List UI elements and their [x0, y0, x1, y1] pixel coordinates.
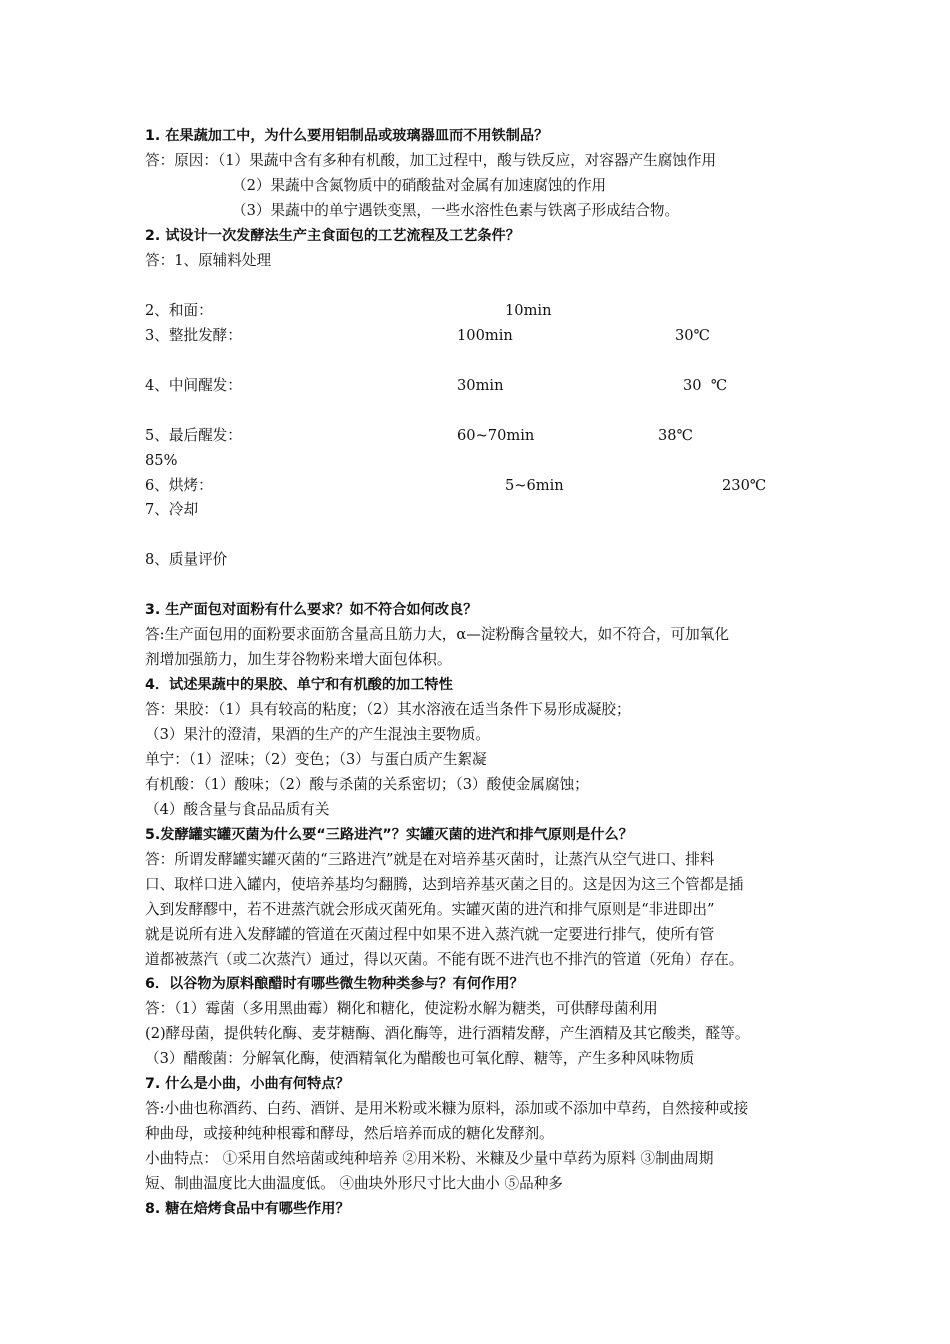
- q4-answer-line: （4）酸含量与食品品质有关: [145, 801, 330, 818]
- q4-answer-line: 单宁：（1）涩味；（2）变色；（3）与蛋白质产生絮凝: [145, 751, 487, 768]
- process-step-time: 30min: [457, 377, 504, 394]
- question-5-title: 5.发酵罐实罐灭菌为什么要“三路进汽”？实罐灭菌的进汽和排气原则是什么？: [145, 827, 633, 843]
- process-humidity: 85%: [145, 452, 178, 469]
- q6-answer-line: （3）醋酸菌：分解氧化酶，使酒精氧化为醋酸也可氧化醇、糖等，产生多种风味物质: [145, 1050, 695, 1067]
- q5-answer-line: 入到发酵醪中，若不进蒸汽就会形成灭菌死角。实罐灭菌的进汽和排气原则是“非进即出”: [145, 901, 715, 918]
- q6-answer-line: 答：（1）霉菌（多用黑曲霉）糊化和糖化，使淀粉水解为糖类，可供酵母菌利用: [145, 1000, 658, 1017]
- question-4-title: 4．试述果蔬中的果胶、单宁和有机酸的加工特性: [145, 677, 453, 693]
- q5-answer-line: 口、取样口进入罐内，使培养基均匀翻腾，达到培养基灭菌之目的。这是因为这三个管都是插: [145, 876, 744, 893]
- q7-answer-line: 小曲特点： ①采用自然培菌或纯种培养 ②用米粉、米糠及少量中草药为原料 ③制曲周期: [145, 1150, 714, 1167]
- q7-answer-line: 答:小曲也称酒药、白药、酒饼、是用米粉或米糠为原料，添加或不添加中草药，自然接种或接: [145, 1100, 749, 1117]
- q4-answer-line: （3）果汁的澄清，果酒的生产的产生混浊主要物质。: [145, 726, 490, 743]
- process-step-cool: 7、冷却: [145, 501, 199, 518]
- q7-answer-line: 短、制曲温度比大曲温度低。 ④曲块外形尺寸比大曲小 ⑤品种多: [145, 1175, 563, 1192]
- question-7-title: 7. 什么是小曲，小曲有何特点？: [145, 1076, 350, 1092]
- process-step-name: 2、和面：: [145, 302, 213, 319]
- process-step-name: 6、烘烤：: [145, 477, 213, 494]
- process-step-name: 3、整批发酵：: [145, 327, 242, 344]
- q4-answer-line: 答：果胶：（1）具有较高的粘度；（2）其水溶液在适当条件下易形成凝胶；: [145, 701, 631, 718]
- q5-answer-line: 答：所谓发酵罐实罐灭菌的“三路进汽”就是在对培养基灭菌时，让蒸汽从空气进口、排料: [145, 851, 715, 868]
- q1-answer-line: （3）果蔬中的单宁遇铁变黑，一些水溶性色素与铁离子形成结合物。: [232, 202, 680, 219]
- q4-answer-line: 有机酸：（1）酸味；（2）酸与杀菌的关系密切；（3）酸使金属腐蚀；: [145, 776, 589, 793]
- process-step-time: 10min: [505, 302, 552, 319]
- process-step-temp: 38℃: [658, 427, 693, 444]
- process-step-temp: 30℃: [675, 327, 710, 344]
- q1-answer-line: （2）果蔬中含氮物质中的硝酸盐对金属有加速腐蚀的作用: [232, 177, 607, 194]
- question-3-title: 3. 生产面包对面粉有什么要求？如不符合如何改良？: [145, 602, 478, 618]
- process-step-temp: 30 ℃: [683, 377, 728, 394]
- process-step-temp: 230℃: [722, 477, 767, 494]
- question-1-title: 1. 在果蔬加工中，为什么要用铝制品或玻璃器皿而不用铁制品？: [145, 128, 549, 144]
- q5-answer-line: 道都被蒸汽（或二次蒸汽）通过，得以灭菌。不能有既不进汽也不排汽的管道（死角）存在。: [145, 951, 744, 968]
- process-step-time: 60~70min: [457, 427, 535, 444]
- q1-answer-line: 答：原因：（1）果蔬中含有多种有机酸，加工过程中，酸与铁反应，对容器产生腐蚀作用: [145, 152, 717, 169]
- question-6-title: 6．以谷物为原料酿醋时有哪些微生物种类参与？有何作用？: [145, 976, 524, 992]
- process-step-time: 5~6min: [505, 477, 564, 494]
- q2-answer-line: 答：1、原辅料处理: [145, 252, 272, 269]
- question-2-title: 2. 试设计一次发酵法生产主食面包的工艺流程及工艺条件？: [145, 228, 520, 244]
- q3-answer-line: 答:生产面包用的面粉要求面筋含量高且筋力大，α—淀粉酶含量较大，如不符合，可加氧化: [145, 626, 729, 643]
- process-step-quality: 8、质量评价: [145, 551, 228, 568]
- q5-answer-line: 就是说所有进入发酵罐的管道在灭菌过程中如果不进入蒸汽就一定要进行排气，使所有管: [145, 926, 715, 943]
- q6-answer-line: (2)酵母菌，提供转化酶、麦芽糖酶、酒化酶等，进行酒精发酵，产生酒精及其它酸类，醛等。: [145, 1025, 750, 1042]
- process-step-name: 4、中间醒发：: [145, 377, 242, 394]
- q7-answer-line: 种曲母，或接种纯种根霉和酵母，然后培养而成的糖化发酵剂。: [145, 1125, 554, 1142]
- question-8-title: 8. 糖在焙烤食品中有哪些作用？: [145, 1201, 350, 1217]
- q3-answer-line: 剂增加强筋力，加生芽谷物粉来增大面包体积。: [145, 651, 452, 668]
- process-step-name: 5、最后醒发：: [145, 427, 242, 444]
- process-step-time: 100min: [457, 327, 513, 344]
